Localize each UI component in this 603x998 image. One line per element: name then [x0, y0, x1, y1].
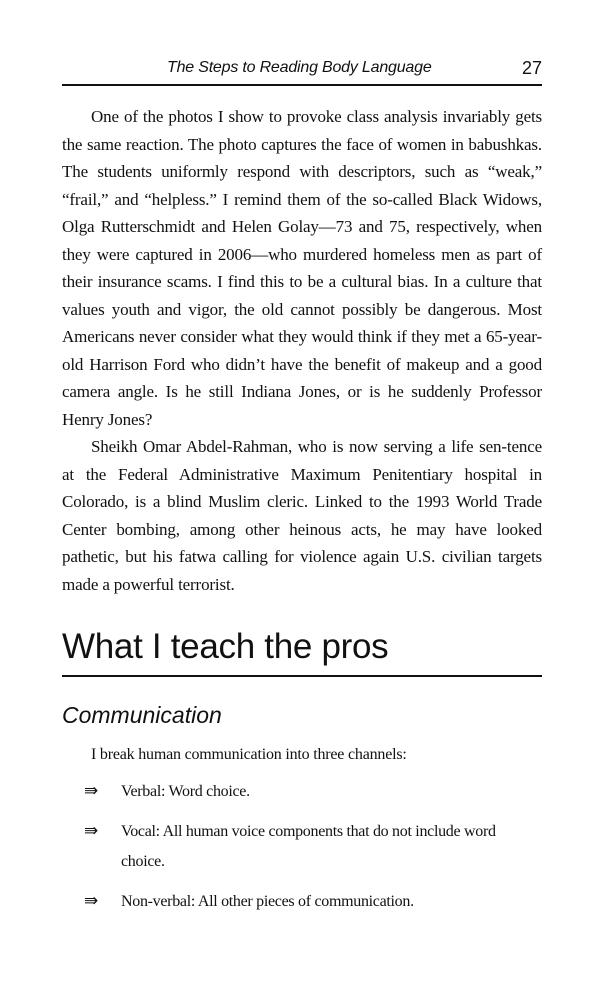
- body-text: [62, 103, 542, 598]
- running-title: The Steps to Reading Body Language: [167, 59, 432, 76]
- running-head: [62, 56, 542, 84]
- double-arrow-bullet-icon: ⇛: [84, 821, 98, 841]
- list-item-vocal: [82, 817, 512, 877]
- section-divider: [62, 675, 542, 677]
- paragraph-black-widows: One of the photos I show to provoke class analysis invariably gets the same reaction. The photo captures the face of women in babushkas. The students uniformly respond with descriptors, such as “weak,” “frail,” and “helpless.” I remind them of the so-called Black Widows, Olga Rutterschmidt and Helen Golay—73 and 75, respectively, when they were captured in 2006—who murdered homeless men as part of their insurance scams. I find this to be a cultural bias. In a culture that values youth and vigor, the old cannot possibly be dangerous. Most Americans never consider what they would think if they met a 65-year-old Harrison Ford who didn’t have the benefit of makeup and a good camera angle. Is he still Indiana Jones, or is he suddenly Professor Henry Jones?: [62, 107, 542, 429]
- list-item-text: Non-verbal: All other pieces of communication.: [121, 893, 414, 910]
- channels-intro: I break human communication into three channels:: [91, 746, 407, 763]
- list-item-non-verbal: [82, 887, 512, 917]
- header-divider: [62, 84, 542, 86]
- channel-list: [82, 777, 512, 927]
- list-item-verbal: [82, 777, 512, 807]
- section-heading: What I teach the pros: [62, 627, 389, 666]
- double-arrow-bullet-icon: ⇛: [84, 891, 98, 911]
- page-number: 27: [521, 58, 542, 78]
- subsection-heading: Communication: [62, 702, 222, 728]
- double-arrow-bullet-icon: ⇛: [84, 781, 98, 801]
- list-item-text: Verbal: Word choice.: [121, 783, 250, 800]
- list-item-text: Vocal: All human voice components that do not include word choice.: [121, 823, 496, 870]
- paragraph-abdel-rahman: Sheikh Omar Abdel-Rahman, who is now serving a life sen-tence at the Federal Administrative Maximum Penitentiary hospital in Colorado, is a blind Muslim cleric. Linked to the 1993 World Trade Center bombing, among other heinous acts, he may have looked pathetic, but his fatwa calling for violence again U.S. civilian targets made a powerful terrorist.: [62, 437, 542, 594]
